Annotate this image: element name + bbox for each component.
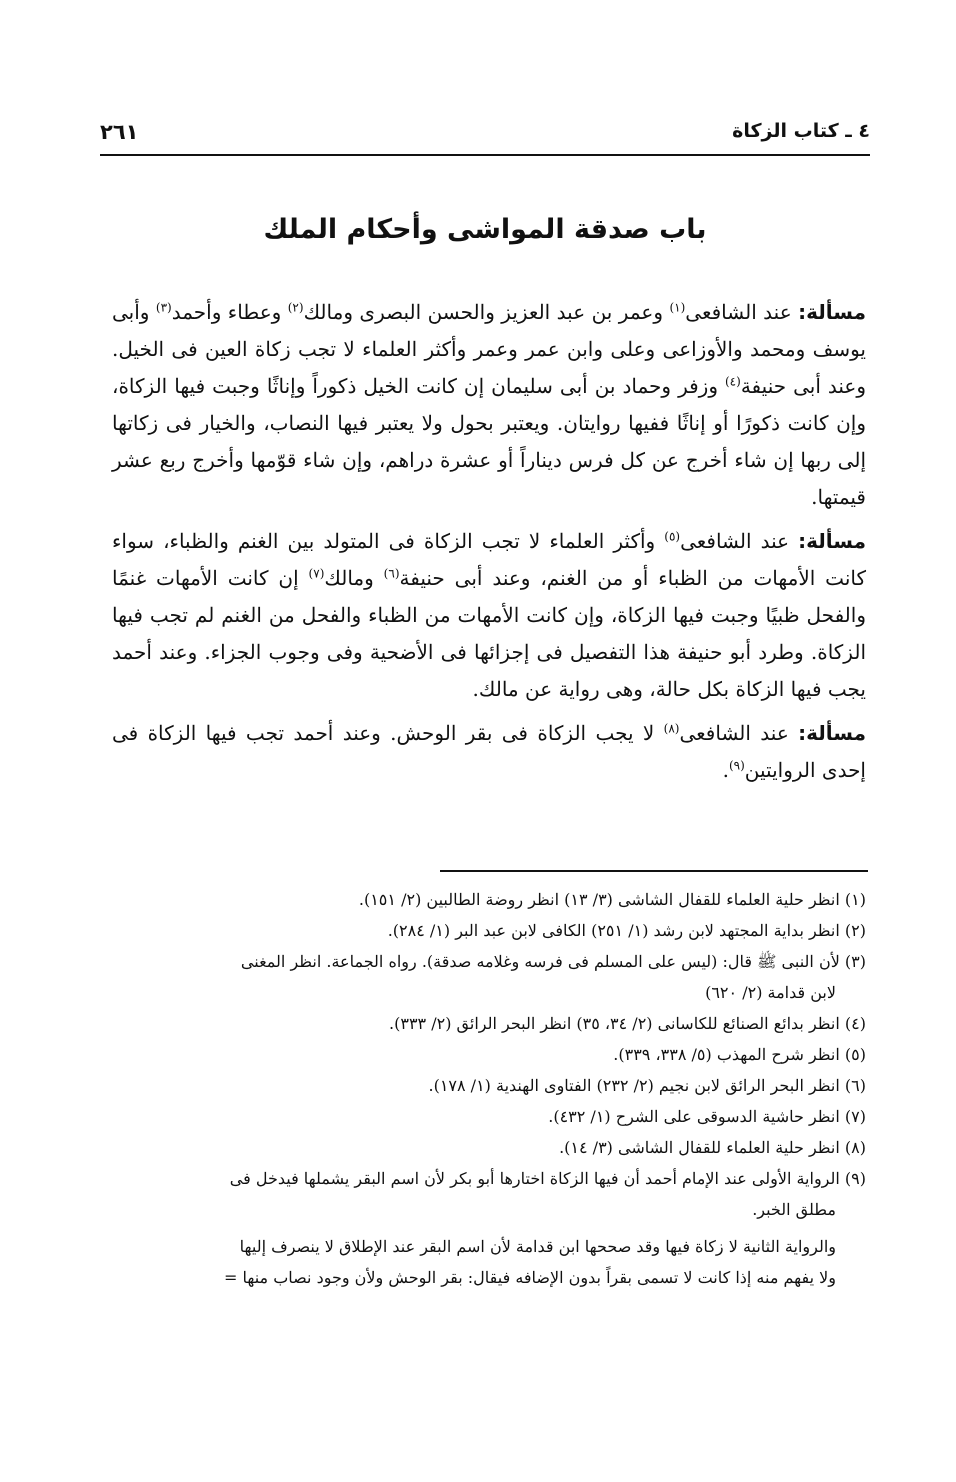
text-segment: وعمر بن عبد العزيز والحسن البصرى ومالك <box>303 300 670 324</box>
text-segment: عند الشافعى <box>680 529 799 553</box>
footnote-separator <box>440 870 868 872</box>
footnote-9-continued: مطلق الخبر. <box>752 1200 836 1219</box>
footnote-4: (٤) انظر بدائع الصنائع للكاسانى (٢/ ٣٤، ٣٥) انظر البحر الرائق (٢/ ٣٣٣). <box>389 1014 866 1033</box>
footnote-ref: (١) <box>669 300 686 315</box>
issue-label: مسألة: <box>798 300 866 324</box>
text-segment: لا يجب الزكاة فى بقر الوحش. وعند أحمد تجب فيها الزكاة فى إحدى الروايتين <box>112 721 866 782</box>
text-segment: عند الشافعى <box>685 300 799 324</box>
footnote-ref: (٣) <box>155 300 172 315</box>
footnote-ref: (٧) <box>308 566 325 581</box>
footnote-2: (٢) انظر بداية المجتهد لابن رشد (١/ ٢٥١) الكافى لابن عبد البر (١/ ٢٨٤). <box>387 921 866 940</box>
text-segment: إن كانت الأمهات غنمًا والفحل ظبيًا وجبت فيها الزكاة، وإن كانت الأمهات من الظباء والفحل من الغنم لم تجب فيها الزكاة. وطرد أبو حنيفة هذا التفصيل فى إجزائها فى الأضحية وفى وجوب الجزاء. وعند أحمد يجب فيها الزكاة بكل حالة، وهى رواية عن مالك. <box>112 566 866 701</box>
footnote-ref: (٩) <box>728 758 745 773</box>
footnote-ref: (٤) <box>724 374 741 389</box>
paragraph-3 <box>112 715 866 789</box>
footnote-1: (١) انظر حلية العلماء للقفال الشاشى (٣/ ١٣) انظر روضة الطالبين (٢/ ١٥١). <box>358 890 866 909</box>
header-rule <box>100 154 870 156</box>
page-number: ٢٦١ <box>100 120 139 144</box>
paragraph-1 <box>112 294 866 516</box>
chapter-running-title: ٤ ـ كتاب الزكاة <box>732 120 870 142</box>
footnote-9: (٩) الرواية الأولى عند الإمام أحمد أن فيها الزكاة اختارها أبو بكر لأن اسم البقر يشملها فيدخل فى <box>229 1169 866 1188</box>
footnote-8: (٨) انظر حلية العلماء للقفال الشاشى (٣/ ١٤). <box>559 1138 866 1157</box>
chapter-title: باب صدقة المواشى وأحكام الملك <box>263 214 707 245</box>
main-text <box>112 294 866 796</box>
footnote-9-second-narration-continued: ولا يفهم منه إذا كانت لا تسمى بقراً بدون الإضافه فيقال: بقر الوحش ولأن وجود نصاب منها = <box>223 1268 836 1287</box>
running-header <box>100 116 870 156</box>
footnote-6: (٦) انظر البحر الرائق لابن نجيم (٢/ ٢٣٢) الفتاوى الهندية (١/ ١٧٨). <box>428 1076 866 1095</box>
footnote-ref: (٦) <box>383 566 400 581</box>
footnote-5: (٥) انظر شرح المهذب (٥/ ٣٣٨، ٣٣٩). <box>613 1045 866 1064</box>
footnote-ref: (٥) <box>664 529 681 544</box>
issue-label: مسألة: <box>798 721 866 745</box>
footnote-3: (٣) لأن النبى ﷺ قال: (ليس على المسلم فى فرسه وغلامه صدقة). رواه الجماعة. انظر المغنى <box>240 952 866 971</box>
text-segment: وزفر وحماد بن أبى سليمان إن كانت الخيل ذكوراً وإناثًا وجبت فيها الزكاة، وإن كانت ذكورًا أو إناثًا ففيها روايتان. ويعتبر بحول ولا يعتبر فيها النصاب، والخيار فى زكاتها إلى ربها إن شاء أخرج عن كل فرس ديناراً أو عشرة دراهم، وإن شاء قوّمها وأخرج ربع عشر قيمتها. <box>112 374 866 509</box>
text-segment: . <box>722 758 729 782</box>
footnote-7: (٧) انظر حاشية الدسوقى على الشرح (١/ ٤٣٢). <box>548 1107 866 1126</box>
text-segment: ومالك <box>324 566 384 590</box>
text-segment: وأكثر العلماء لا تجب الزكاة فى المتولد بين الغنم والظباء، سواء كانت الأمهات من الظباء أو من الغنم، وعند أبى حنيفة <box>112 529 866 590</box>
footnote-ref: (٢) <box>287 300 304 315</box>
text-segment: عند الشافعى <box>679 721 799 745</box>
footnotes <box>112 884 866 1293</box>
text-segment: وأبى يوسف ومحمد والأوزاعى وعلى وابن عمر وعمر وأكثر العلماء لا تجب زكاة العين فى الخيل. وعند أبى حنيفة <box>112 300 867 398</box>
footnote-ref: (٨) <box>663 721 680 736</box>
footnote-9-second-narration: والرواية الثانية لا زكاة فيها وقد صححها ابن قدامة لأن اسم البقر عند الإطلاق لا ينصرف إليها <box>239 1237 836 1256</box>
paragraph-2 <box>112 523 866 708</box>
footnote-3-continued: لابن قدامة (٢/ ٦٢٠) <box>705 983 836 1002</box>
text-segment: وعطاء وأحمد <box>171 300 288 324</box>
issue-label: مسألة: <box>798 529 866 553</box>
